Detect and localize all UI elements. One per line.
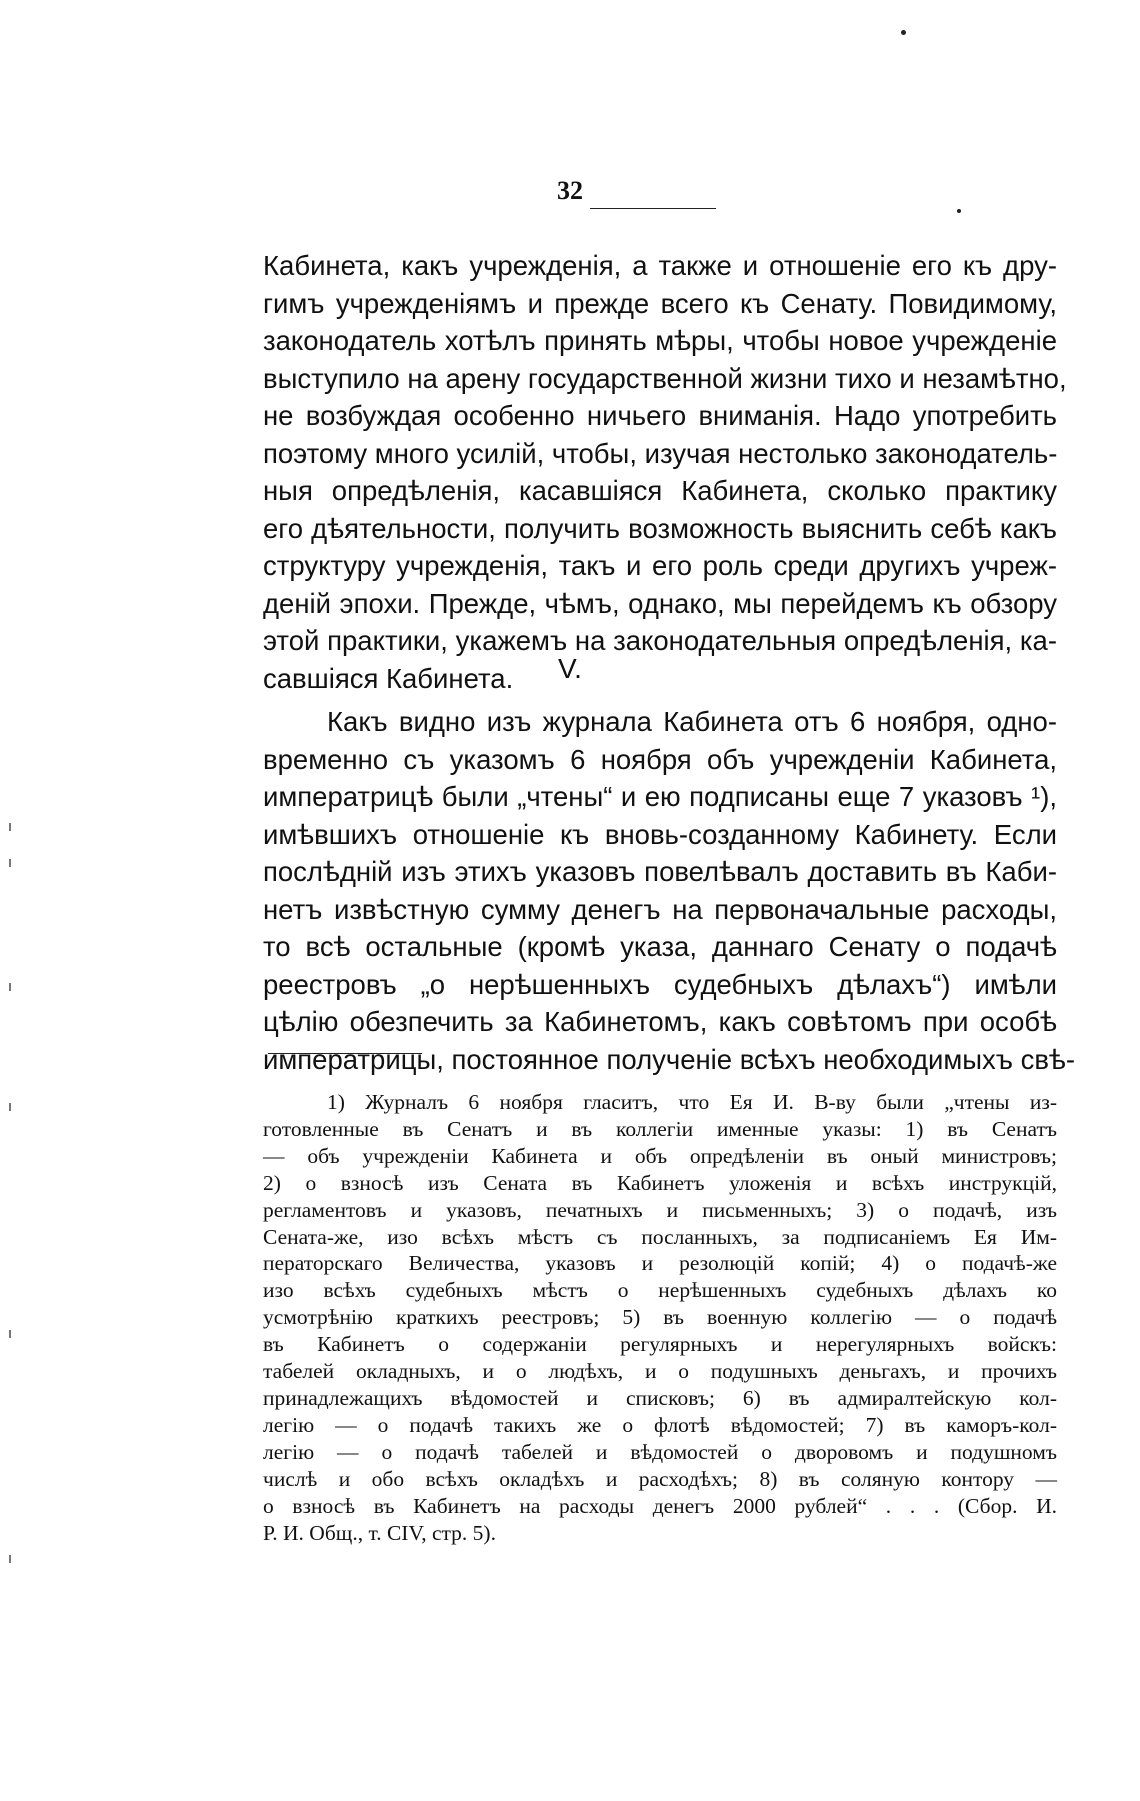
footnote-line: готовленные въ Сенатъ и въ коллегіи именные указы: 1) въ Сенатъ	[263, 1116, 1057, 1141]
text-line: законодатель хотѣлъ принять мѣры, чтобы новое учрежденіе	[263, 325, 1057, 356]
footnote	[263, 1089, 1057, 1546]
paragraph-2	[263, 703, 1075, 1078]
stray-dot-header	[957, 209, 961, 213]
text-line: то всѣ остальные (кромѣ указа, даннаго Сенату о подачѣ	[263, 931, 1057, 962]
text-line: цѣлію обезпечить за Кабинетомъ, какъ совѣтомъ при особѣ	[263, 1006, 1057, 1037]
footnote-line: легію — о подачѣ табелей и вѣдомостей о дворовомъ и подушномъ	[263, 1439, 1057, 1464]
footnote-line: усмотрѣнію краткихъ реестровъ; 5) въ военную коллегію — о подачѣ	[263, 1305, 1057, 1330]
text-line: гимъ учрежденіямъ и прежде всего къ Сенату. Повидимому,	[263, 287, 1057, 319]
footnote-line: о взносѣ въ Кабинетъ на расходы денегъ 2000 рублей“ . . . (Сбор. И.	[263, 1493, 1057, 1518]
margin-mark	[9, 859, 11, 867]
text-line: временно съ указомъ 6 ноября объ учрежденіи Кабинета,	[263, 743, 1057, 775]
footnote-line: 2) о взносѣ изъ Сената въ Кабинетъ уложенія и всѣхъ инструкцій,	[263, 1170, 1057, 1195]
text-line: императрицѣ были „чтены“ и ею подписаны еще 7 указовъ ¹),	[263, 781, 1057, 812]
footnote-line: ператорскаго Величества, указовъ и резолюцій копій; 4) о подачѣ-же	[263, 1251, 1057, 1276]
text-line-indented: Какъ видно изъ журнала Кабинета отъ 6 ноября, одно-	[327, 706, 1057, 737]
footnote-line: въ Кабинетъ о содержаніи регулярныхъ и нерегулярныхъ войскъ:	[263, 1332, 1057, 1357]
text-line: Кабинета, какъ учрежденія, а также и отношеніе его къ дру-	[263, 250, 1057, 281]
margin-mark	[9, 1103, 11, 1111]
footnote-line: табелей окладныхъ, и о людѣхъ, и о подушныхъ деньгахъ, и прочихъ	[263, 1359, 1057, 1384]
footnote-line-last: Р. И. Общ., т. CIV, стр. 5).	[263, 1520, 496, 1545]
footnote-line-indented: 1) Журналъ 6 ноября гласитъ, что Ея И. В-ву были „чтены из-	[327, 1090, 1057, 1114]
stray-dot-top	[901, 30, 906, 35]
text-line: реестровъ „о нерѣшенныхъ судебныхъ дѣлахъ“) имѣли	[263, 968, 1057, 1000]
text-line: не возбуждая особенно ничьего вниманія. Надо употребить	[263, 400, 1057, 431]
footnote-line: — объ учрежденіи Кабинета и объ опредѣленіи въ оный министровъ;	[263, 1143, 1057, 1168]
text-line-last: савшіяся Кабинета.	[263, 662, 514, 694]
margin-mark	[9, 1330, 11, 1338]
paragraph-1	[263, 247, 1067, 697]
footnote-line: изо всѣхъ судебныхъ мѣстъ о нерѣшенныхъ судебныхъ дѣлахъ ко	[263, 1278, 1057, 1303]
text-line: деній эпохи. Прежде, чѣмъ, однако, мы перейдемъ къ обзору	[263, 587, 1057, 619]
footnote-line: Сената-же, изо всѣхъ мѣстъ съ посланныхъ, за подписаніемъ Ея Им-	[263, 1224, 1057, 1249]
text-line: поэтому много усилій, чтобы, изучая нестолько законодатель-	[263, 437, 1058, 469]
footnote-line: легію — о подачѣ такихъ же о флотѣ вѣдомостей; 7) въ каморъ-кол-	[263, 1412, 1057, 1437]
footnote-rule	[268, 1053, 422, 1054]
text-line: послѣдній изъ этихъ указовъ повелѣвалъ доставить въ Каби-	[263, 856, 1057, 887]
text-line: его дѣятельности, получить возможность выяснить себѣ какъ	[263, 512, 1057, 544]
text-line: этой практики, укажемъ на законодательныя опредѣленія, ка-	[263, 625, 1057, 656]
page-number: 32	[557, 176, 583, 205]
text-line: ныя опредѣленія, касавшіяся Кабинета, сколько практику	[263, 475, 1057, 506]
text-line: императрицы, постоянное полученіе всѣхъ необходимыхъ свѣ-	[263, 1043, 1075, 1075]
margin-mark	[9, 1555, 11, 1563]
footnote-line: принадлежащихъ вѣдомостей и списковъ; 6) въ адмиралтейскую кол-	[263, 1385, 1057, 1410]
text-line: структуру учрежденія, такъ и его роль среди другихъ учреж-	[263, 550, 1057, 581]
text-line: имѣвшихъ отношеніе къ вновь-созданному Кабинету. Если	[263, 818, 1057, 850]
footnote-line: регламентовъ и указовъ, печатныхъ и письменныхъ; 3) о подачѣ, изъ	[263, 1197, 1057, 1222]
text-line: нетъ извѣстную сумму денегъ на первоначальные расходы,	[263, 893, 1057, 925]
margin-mark	[9, 983, 11, 991]
footnote-line: числѣ и обо всѣхъ окладѣхъ и расходѣхъ; 8) въ соляную контору —	[263, 1466, 1057, 1491]
page-number-rule	[590, 208, 716, 209]
text-line: выступило на арену государственной жизни тихо и незамѣтно,	[263, 362, 1067, 394]
section-heading: V.	[558, 653, 582, 684]
margin-mark	[9, 823, 11, 831]
